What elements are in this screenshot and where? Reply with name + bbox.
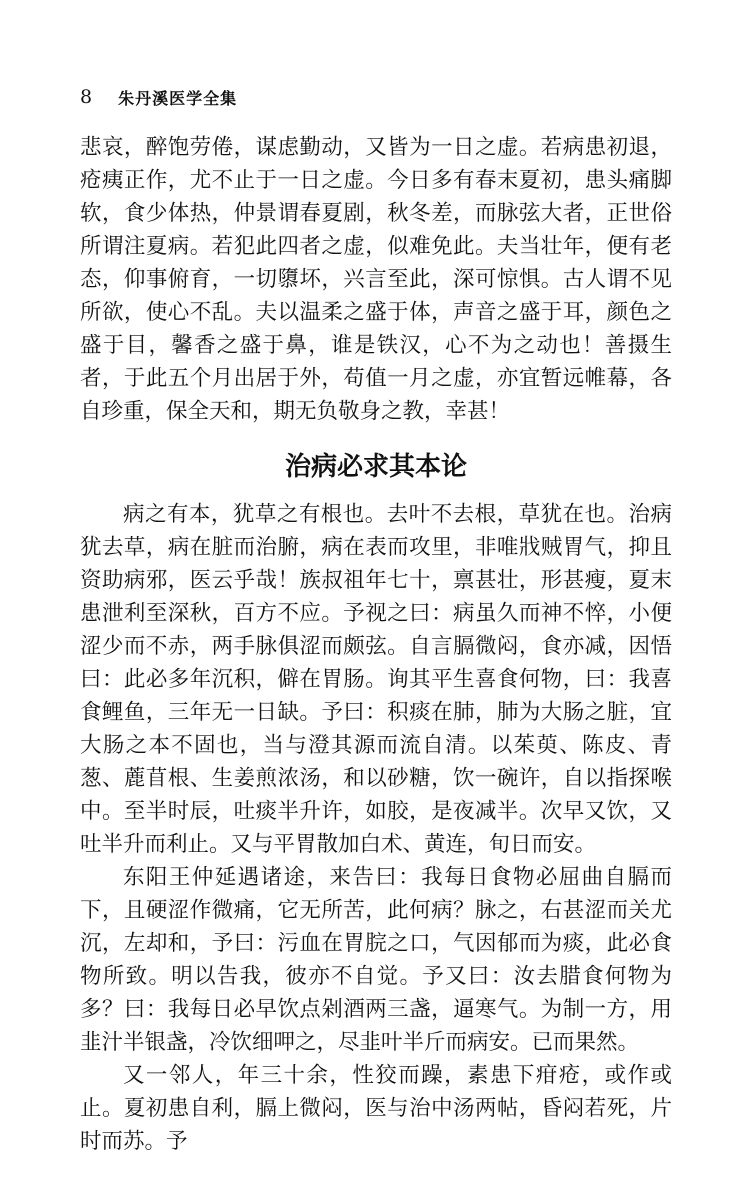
running-header (80, 83, 237, 111)
section-title: 治病必求其本论 (284, 452, 467, 482)
section-paragraph-1: 病之有本，犹草之有根也。去叶不去根，草犹在也。治病犹去草，病在脏而治腑，病在表而攻里，非唯戕贼胃气，抑且资助病邪，医云乎哉！族叔祖年七十，禀甚壮，形甚瘦，夏末患泄利至深秋，百方不应。予视之曰：病虽久而神不悴，小便涩少而不赤，两手脉俱涩而颇弦。自言膈微闷，食亦减，因悟曰：此必多年沉积，僻在胃肠。询其平生喜食何物，曰：我喜食鲤鱼，三年无一日缺。予曰：积痰在肺，肺为大肠之脏，宜大肠之本不固也，当与澄其源而流自清。以茱萸、陈皮、青葱、蔍苜根、生姜煎浓汤，和以砂糖，饮一碗许，自以指探喉中。至半时辰，吐痰半升许，如胶，是夜减半。次早又饮，又吐半升而利止。又与平胃散加白术、黄连，旬日而安。 (80, 502, 672, 857)
section-paragraph-3: 又一邻人，年三十余，性狡而躁，素患下疳疮，或作或止。夏初患自利，膈上微闷，医与治中汤两帖，昏闷若死，片时而苏。予 (80, 1063, 672, 1154)
section-paragraph-2: 东阳王仲延遇诸途，来告曰：我每日食物必屈曲自膈而下，且硬涩作微痛，它无所苦，此何病？脉之，右甚涩而关尤沉，左却和，予曰：污血在胃脘之口，气因郁而为痰，此必食物所致。明以告我，彼亦不自觉。予又曰：汝去腊食何物为多？曰：我每日必早饮点剁酒两三盏，逼寒气。为制一方，用韭汁半银盏，冷饮细呷之，尽韭叶半斤而病安。已而果然。 (80, 865, 672, 1055)
book-title: 朱丹溪医学全集 (118, 88, 238, 108)
page-body (80, 131, 672, 1158)
continued-paragraph: 悲哀，醉饱劳倦，谋虑勤动，又皆为一日之虚。若病患初退，疮痍正作，尤不止于一日之虚。今日多有春末夏初，患头痛脚软，食少体热，仲景谓春夏剧，秋冬差，而脉弦大者，正世俗所谓注夏病。若犯此四者之虚，似难免此。夫当壮年，便有老态，仰事俯育，一切隳坏，兴言至此，深可惊惧。古人谓不见所欲，使心不乱。夫以温柔之盛于体，声音之盛于耳，颜色之盛于目，馨香之盛于鼻，谁是铁汉，心不为之动也！善摄生者，于此五个月出居于外，苟值一月之虚，亦宜暂远帷幕，各自珍重，保全天和，期无负敬身之教，幸甚！ (80, 135, 672, 424)
page-number: 8 (80, 86, 93, 108)
